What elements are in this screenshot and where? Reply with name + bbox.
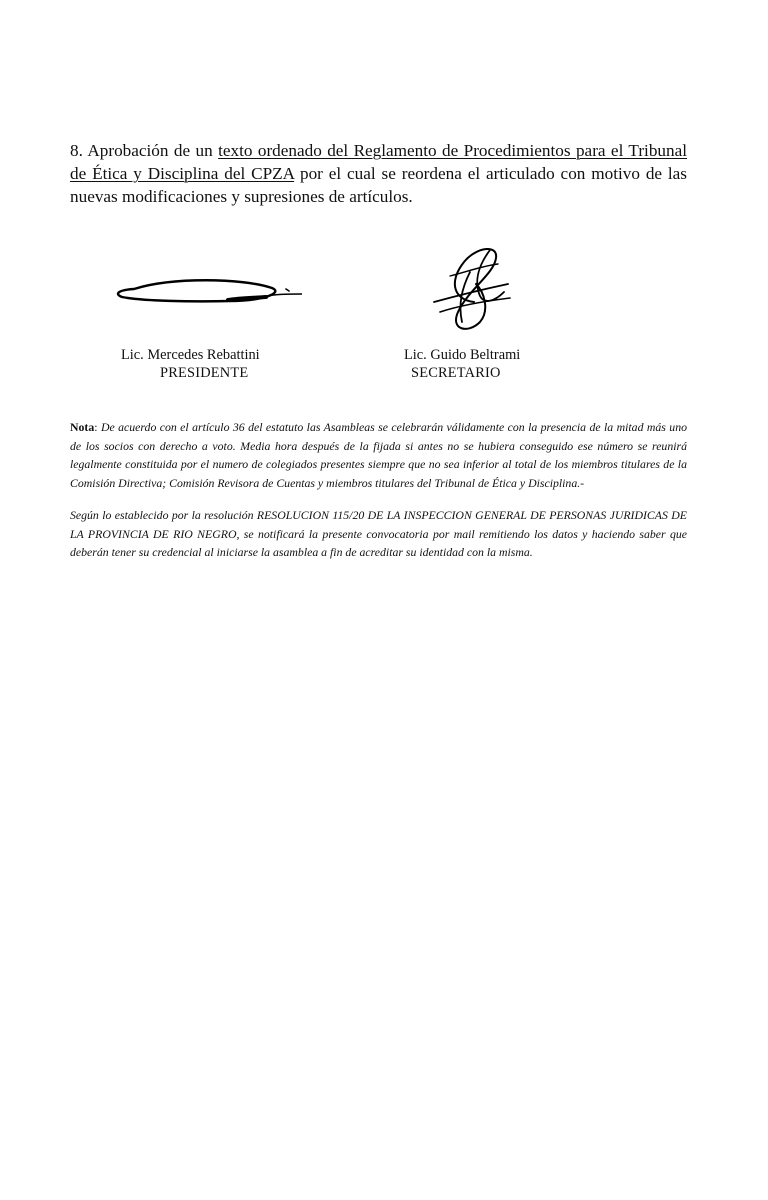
item-text-before: Aprobación de un: [87, 141, 213, 160]
signature-president: [112, 272, 302, 312]
resolution-note: Según lo establecido por la resolución RESOLUCION 115/20 DE LA INSPECCION GENERAL DE PERSONAS JURIDICAS DE LA PROVINCIA DE RIO NEGRO, se notificará la presente convocatoria por mail remitiendo los datos y haciendo saber que deberán tener su credencial al iniciarse la asamblea a fin de acreditar su identidad con la misma.: [70, 508, 687, 560]
signer-name-president: Lic. Mercedes Rebattini: [121, 347, 260, 363]
signer-role-president: PRESIDENTE: [160, 365, 249, 381]
note-text: De acuerdo con el artículo 36 del estatuto las Asambleas se celebrarán válidamente con la presencia de la mitad más uno de los socios con derecho a voto. Media hora después de la fijada si antes no se hubiera conseguido ese número se reunirá legalmente constituida por el numero de colegiados presentes siempre que no sea inferior al total de los miembros titulares de la Comisión Directiva; Comisión Revisora de Cuentas y miembros titulares del Tribunal de Ética y Disciplina.-: [70, 420, 688, 490]
signer-name-secretary: Lic. Guido Beltrami: [404, 347, 521, 363]
item-text-after: por el cual se reordena el articulado con motivo de las nuevas modificaciones y supresiones de artículos.: [70, 164, 688, 206]
item-number: 8.: [70, 141, 83, 160]
item-underlined-text: texto ordenado del Reglamento de Procedimientos para el Tribunal de Ética y Disciplina del CPZA: [70, 141, 687, 183]
signer-role-secretary: SECRETARIO: [411, 365, 501, 381]
quorum-note: [70, 418, 687, 492]
note-colon: :: [94, 420, 98, 434]
agenda-item-8: [70, 139, 687, 208]
signature-secretary: [428, 242, 514, 336]
note-label: Nota: [70, 420, 95, 434]
